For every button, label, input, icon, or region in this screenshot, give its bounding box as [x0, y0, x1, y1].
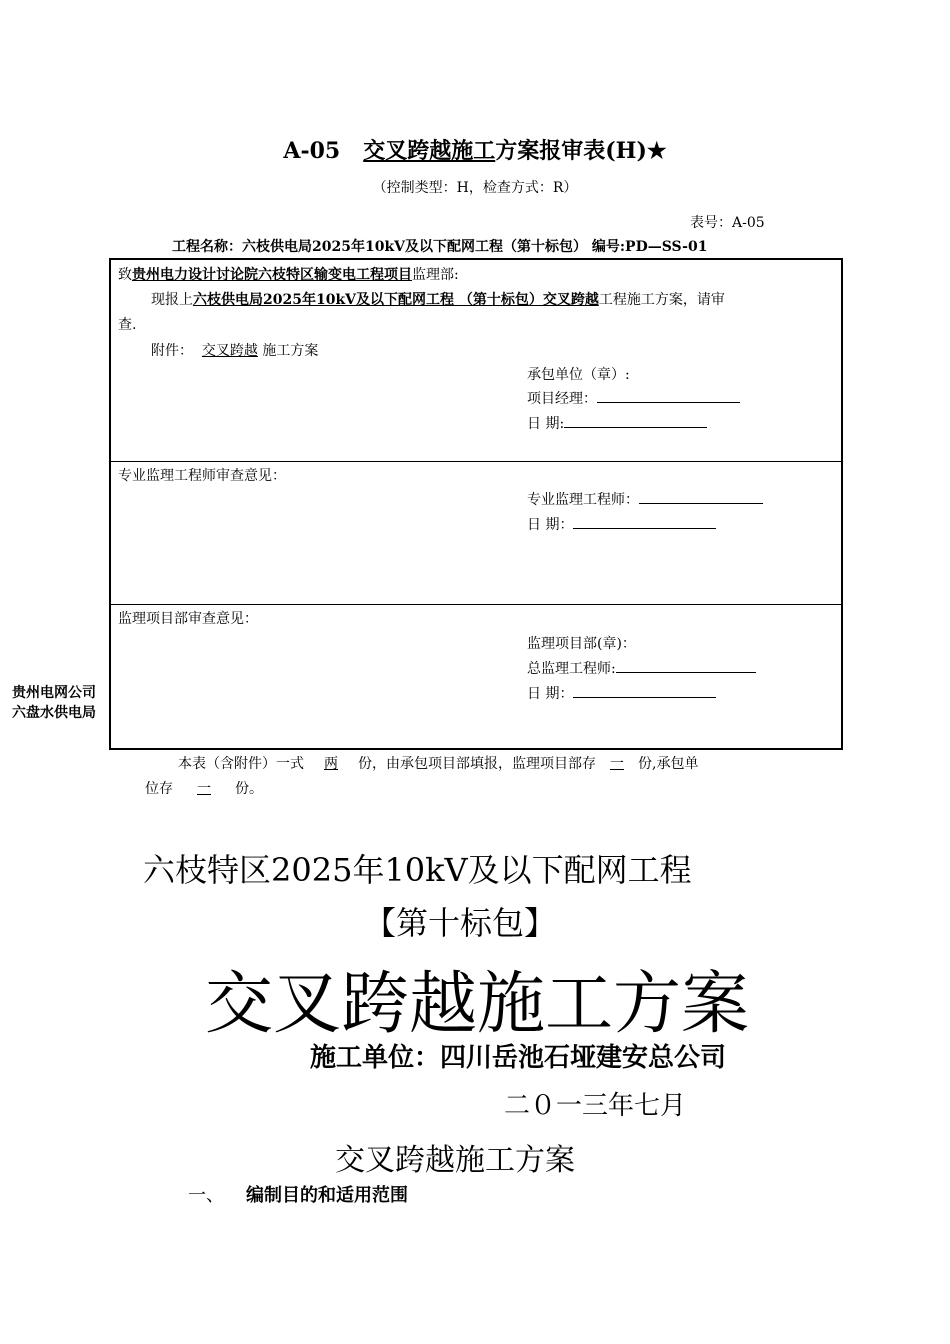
form-title-rest: 方案报审表(H)★: [495, 138, 667, 164]
cover-builder: 施工单位：四川岳池石垭建安总公司: [310, 1043, 727, 1073]
footer-1e: 份,承包单: [638, 756, 699, 772]
form-title-code: A-05: [283, 138, 341, 164]
report-suffix: 工程施工方案，请审: [598, 292, 725, 308]
chief-engineer-label: 总监理工程师:: [527, 661, 616, 677]
footer-2c: 份。: [235, 781, 263, 797]
engineer-sign-line: [527, 489, 763, 509]
attachment-rest: 施工方案: [257, 343, 319, 359]
cover-project: 六枝特区2025年10kV及以下配网工程: [143, 851, 692, 889]
date-line-1: [527, 413, 707, 433]
cover-date: 二０一三年七月: [504, 1091, 687, 1121]
form-subtitle: （控制类型：H，检查方式：R）: [372, 180, 578, 196]
report-line: [151, 289, 725, 309]
footer-copies-contractor: 一: [197, 781, 211, 797]
footer-1a: 本表（含附件）一式: [178, 756, 304, 772]
addressee-prefix: 致: [118, 267, 132, 283]
date-blank-2: [573, 514, 716, 529]
form-title-underlined: 交叉跨越施工: [363, 138, 496, 164]
date-blank-3: [573, 683, 716, 698]
addressee-org: 贵州电力设计讨论院六枝特区输变电工程项目: [132, 267, 412, 283]
table-number: 表号：A-05: [690, 215, 765, 231]
side-org-2: 六盘水供电局: [12, 705, 96, 721]
section-title: 交叉跨越施工方案: [335, 1143, 575, 1178]
date-label-1: 日 期:: [527, 416, 565, 432]
attachment-item: 交叉跨越: [201, 343, 258, 359]
engineer-sign-label: 专业监理工程师：: [527, 492, 639, 508]
project-manager-signature: [597, 388, 740, 403]
footer-note-1: [178, 753, 698, 773]
footer-copies-supervisor: 一: [610, 756, 624, 772]
engineer-opinion: 专业监理工程师审查意见：: [118, 468, 286, 484]
addressee-line: [118, 264, 459, 284]
date-label-3: 日 期：: [527, 686, 574, 702]
date-line-2: [527, 514, 716, 534]
project-manager-line: [527, 388, 740, 408]
footer-1c: 份，由承包项目部填报，监理项目部存: [358, 756, 596, 772]
side-org-1: 贵州电网公司: [12, 685, 96, 701]
cover-package: 【第十标包】: [364, 904, 557, 942]
cover-main-title: 交叉跨越施工方案: [205, 965, 750, 1044]
report-prefix: 现报上: [151, 292, 193, 308]
attachment-label: 附件：: [151, 343, 193, 359]
date-label-2: 日 期：: [527, 517, 574, 533]
chief-engineer-line: [527, 658, 756, 678]
footer-copies-total: 两: [324, 756, 338, 772]
form-title: [0, 134, 950, 165]
heading-1-number: 一、: [188, 1185, 224, 1206]
footer-2a: 位存: [145, 781, 173, 797]
addressee-suffix: 监理部:: [412, 267, 459, 283]
project-line: 工程名称：六枝供电局2025年10kV及以下配网工程（第十标包） 编号:PD—SS-01: [172, 239, 708, 255]
report-wrap: 查.: [118, 317, 137, 333]
project-manager-label: 项目经理：: [527, 391, 597, 407]
heading-1: [188, 1181, 408, 1207]
engineer-signature: [639, 489, 763, 504]
report-project: 六枝供电局2025年10kV及以下配网工程 （第十标包）交叉跨越: [193, 292, 599, 308]
date-blank-1: [564, 413, 707, 428]
heading-1-text: 编制目的和适用范围: [246, 1185, 408, 1206]
chief-engineer-signature: [616, 658, 756, 673]
footer-note-2: [145, 778, 263, 798]
dept-opinion: 监理项目部审查意见：: [118, 611, 258, 627]
attachment-line: [151, 340, 318, 360]
dept-stamp: 监理项目部(章)：: [527, 636, 636, 652]
contractor-unit: 承包单位（章）:: [527, 367, 630, 383]
date-line-3: [527, 683, 716, 703]
